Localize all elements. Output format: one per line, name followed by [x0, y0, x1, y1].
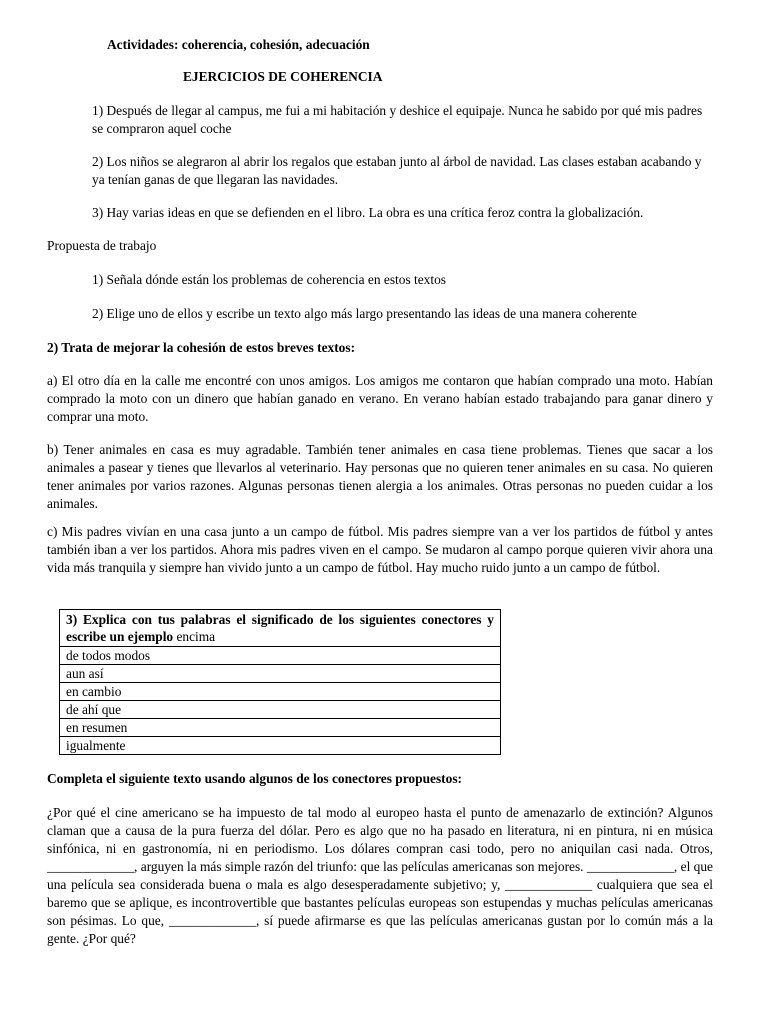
connector-cell: aun así — [60, 665, 501, 683]
cohesion-heading: 2) Trata de mejorar la cohesión de estos breves textos: — [47, 340, 356, 355]
connectors-instruction-tail: encima — [173, 629, 216, 644]
coherence-item-2: 2) Los niños se alegraron al abrir los regalos que estaban junto al árbol de navidad. Las clases estaban acabando y ya tenían ganas de que llegaran las navidades. — [92, 154, 702, 187]
coherence-item-3: 3) Hay varias ideas en que se defienden en el libro. La obra es una crítica feroz contra la globalización. — [92, 205, 644, 220]
task-2: 2) Elige uno de ellos y escribe un texto algo más largo presentando las ideas de una manera coherente — [92, 306, 637, 321]
task-1: 1) Señala dónde están los problemas de coherencia en estos textos — [92, 272, 446, 287]
connector-cell: en resumen — [60, 719, 501, 737]
connector-cell: de todos modos — [60, 647, 501, 665]
connector-cell: de ahí que — [60, 701, 501, 719]
table-row — [60, 719, 501, 737]
completion-heading: Completa el siguiente texto usando algunos de los conectores propuestos: — [47, 771, 462, 786]
table-row — [60, 665, 501, 683]
cohesion-paragraph-b: b) Tener animales en casa es muy agradable. También tener animales en casa tiene problemas. Tienes que sacar a los animales a pasear y tienes que llevarlos al veterinario. Hay personas que no quieren tener animales en su casa. No quieren tener animales por varios razones. Algunas personas tienen alergia a los animales. Otras personas no pueden cuidar a los animales. — [47, 442, 713, 511]
connectors-instruction: 3) Explica con tus palabras el significado de los siguientes conectores y escribe un ejemplo — [66, 612, 494, 644]
table-row — [60, 701, 501, 719]
connector-cell: igualmente — [60, 737, 501, 755]
connectors-table-header-row — [60, 610, 501, 647]
coherence-heading: EJERCICIOS DE COHERENCIA — [183, 69, 383, 84]
table-row — [60, 737, 501, 755]
connector-cell: en cambio — [60, 683, 501, 701]
cohesion-paragraph-a: a) El otro día en la calle me encontré con unos amigos. Los amigos me contaron que habían comprado una moto. Habían comprado la moto con un dinero que habían ganado en verano. En verano habían estado trabajando para ganar dinero y comprar una moto. — [47, 373, 713, 424]
proposal-label: Propuesta de trabajo — [47, 238, 157, 253]
table-row — [60, 683, 501, 701]
connectors-table-header — [60, 610, 501, 647]
table-row — [60, 647, 501, 665]
completion-paragraph: ¿Por qué el cine americano se ha impuesto de tal modo al europeo hasta el punto de amenazarlo de extinción? Algunos claman que a causa de la pura fuerza del dólar. Pero es algo que no ha pasado en literatura, ni en pintura, ni en música sinfónica, ni en gastronomía, ni en periodismo. Los dólares compran casi todo, pero no aniquilan casi nada. Otros, _____________, arguyen la más simple razón del triunfo: que las películas americanas son mejores. _____________, el que una película sea considerada buena o mala es algo desesperadamente subjetivo; y, _____________ cualquiera que sea el baremo que se aplique, es incontrovertible que bastantes películas europeas son estupendas y muchas películas americanas son pésimas. Lo que, _____________, sí puede afirmarse es que las películas americanas gustan por lo común más a la gente. ¿Por qué? — [47, 805, 713, 946]
document-title: Actividades: coherencia, cohesión, adecuación — [107, 37, 370, 52]
connectors-table — [59, 609, 501, 755]
cohesion-paragraph-c: c) Mis padres vivían en una casa junto a un campo de fútbol. Mis padres siempre van a ver los partidos de fútbol y antes también iban a ver los partidos. Ahora mis padres viven en el campo. Se mudaron al campo porque quieren vivir ahora una vida más tranquila y siempre han vivido junto a un campo de fútbol. Hay mucho ruido junto a un campo de fútbol. — [47, 524, 713, 575]
coherence-item-1: 1) Después de llegar al campus, me fui a mi habitación y deshice el equipaje. Nunca he sabido por qué mis padres se compraron aquel coche — [92, 103, 703, 136]
